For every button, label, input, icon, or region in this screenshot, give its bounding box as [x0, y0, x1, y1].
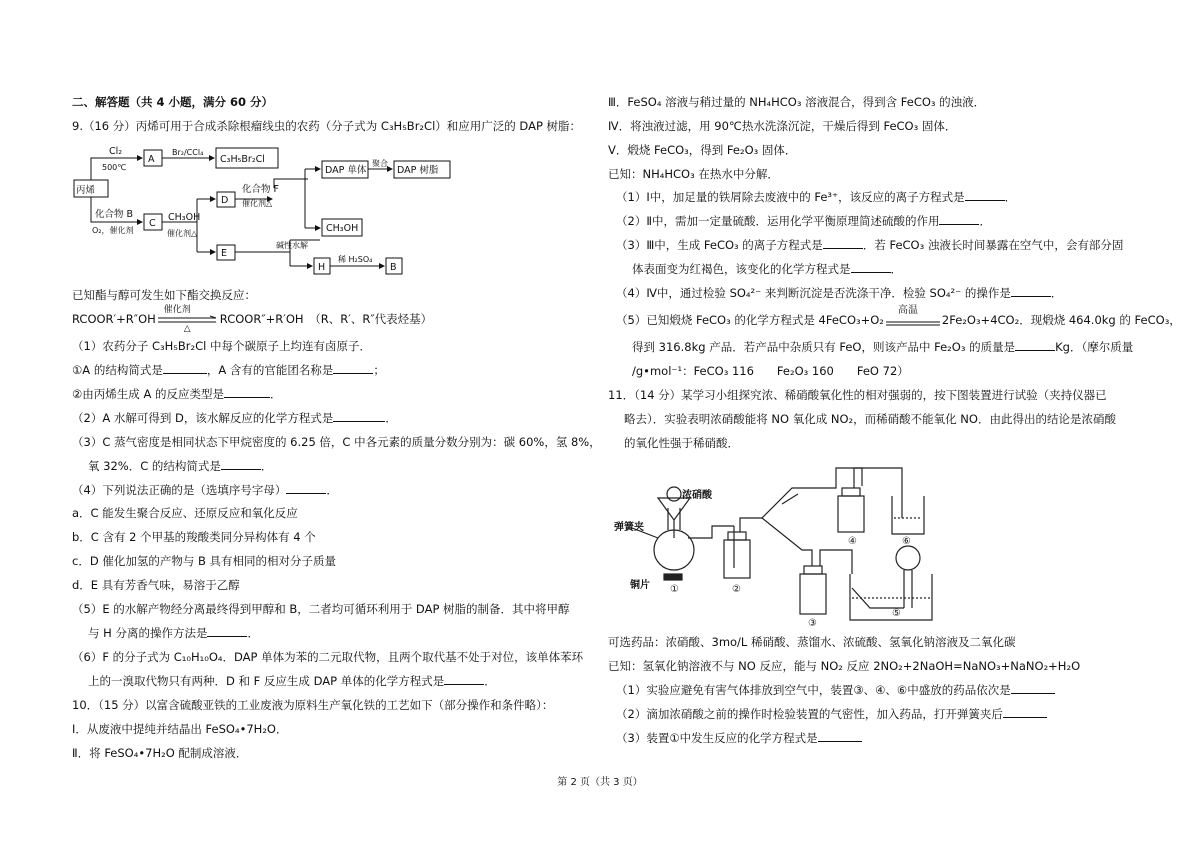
q9-1a-text3: ； [373, 363, 385, 377]
q10-2-text2: ． [979, 214, 991, 228]
scheme-h2so4: 稀 H₂SO₄ [338, 255, 373, 264]
q9-part1a [72, 362, 385, 378]
scheme-e: E [221, 248, 228, 259]
scheme-dap-monomer: DAP 单体 [325, 165, 367, 176]
q9-5-text: 与 H 分离的操作方法是 [88, 626, 208, 640]
q9-part2 [72, 410, 397, 426]
q10-4-text: （4）Ⅳ中，通过检验 SO₄²⁻ 来判断沉淀是否洗涤干净．检验 SO₄²⁻ 的操作是 [616, 286, 1011, 300]
q10-part5-line1 [616, 304, 1181, 329]
label-n6: ⑥ [902, 536, 911, 547]
answer-blank[interactable] [1015, 339, 1055, 351]
answer-blank[interactable] [444, 673, 484, 685]
q10-step4: Ⅳ．将浊液过滤，用 90℃热水洗涤沉淀，干燥后得到 FeCO₃ 固体． [608, 119, 957, 133]
q9-stem: 9.（16 分）丙烯可用于合成杀除根瘤线虫的农药（分子式为 C₃H₅Br₂Cl）和应用广泛的 DAP 树脂： [72, 119, 582, 133]
q10-5-text: （5）已知煅烧 FeCO₃ 的化学方程式是 4FeCO₃+O₂ [616, 313, 884, 327]
q9-1a-text2: ，A 含有的官能团名称是 [206, 363, 334, 377]
scheme-o2: O₂，催化剂 [92, 226, 134, 235]
q10-known: 已知：NH₄HCO₃ 在热水中分解． [608, 167, 779, 181]
scheme-cat2: 催化剂△ [242, 199, 273, 208]
synthesis-scheme [72, 140, 439, 280]
label-n4: ④ [848, 536, 857, 547]
q11-1-text: （1）实验应避免有害气体排放到空气中，装置③、④、⑥中盛放的药品依次是 [616, 683, 1011, 697]
q10-stem: 10．（15 分）以富含硫酸亚铁的工业废液为原料生产氧化铁的工艺如下（部分操作和条件略）： [72, 698, 554, 712]
q10-part2 [616, 213, 991, 229]
q9-part1: （1）农药分子 C₃H₅Br₂Cl 中每个碳原子上均连有卤原子． [72, 339, 371, 353]
q9-5-text2: ． [247, 626, 259, 640]
q9-part3-line1: （3）C 蒸气密度是相同状态下甲烷密度的 6.25 倍，C 中各元素的质量分数分别为：碳 60%，氢 8%， [72, 435, 601, 449]
q9-6-text2: ． [484, 674, 496, 688]
scheme-br2: Br₂/CCl₄ [172, 148, 204, 157]
q9-part4 [72, 482, 338, 498]
answer-blank[interactable] [207, 625, 247, 637]
q10-step2: Ⅱ．将 FeSO₄•7H₂O 配制成溶液． [72, 746, 248, 760]
label-n1: ① [670, 584, 679, 595]
answer-blank[interactable] [333, 410, 385, 422]
q10-3-text: （3）Ⅲ中，生成 FeCO₃ 的离子方程式是 [616, 238, 823, 252]
answer-blank[interactable] [221, 458, 261, 470]
scheme-compound-f: 化合物 F [242, 184, 279, 195]
q10-1-text2: ． [1004, 190, 1017, 204]
ester-left: RCOOR′+R″OH [72, 312, 156, 326]
ester-right: RCOOR″+R′OH （R、R′、R″代表烃基） [219, 312, 433, 326]
catalyst-arrow [156, 304, 220, 334]
q11-part3 [616, 730, 862, 746]
q10-part5-line2 [632, 339, 1133, 355]
scheme-dap-resin: DAP 树脂 [397, 165, 439, 176]
ester-exchange-intro: 已知酯与醇可发生如下酯交换反应： [72, 288, 256, 302]
q11-reagents: 可选药品：浓硝酸、3mo/L 稀硝酸、蒸馏水、浓硫酸、氢氧化钠溶液及二氧化碳 [608, 635, 1016, 649]
heat-label: △ [183, 323, 191, 334]
section-header: 二、解答题（共 4 小题，满分 60 分） [72, 95, 274, 109]
answer-blank[interactable] [333, 362, 373, 374]
scheme-500c: 500℃ [102, 163, 127, 172]
answer-blank[interactable] [163, 362, 207, 374]
q9-4-text2: ． [326, 483, 338, 497]
scheme-d: D [221, 195, 229, 206]
scheme-pesticide: C₃H₅Br₂Cl [220, 154, 265, 165]
answer-blank[interactable] [224, 386, 270, 398]
option-b: b．C 含有 2 个甲基的羧酸类同分异构体有 4 个 [72, 530, 316, 544]
answer-blank[interactable] [1003, 706, 1047, 718]
q9-part5-line2 [88, 625, 259, 641]
gaowen-label: 高温 [897, 304, 918, 316]
label-conc-hno3: 浓硝酸 [682, 490, 712, 501]
answer-blank[interactable] [965, 189, 1005, 201]
q10-part3-line2 [632, 261, 902, 277]
q9-1b-text: ②由丙烯生成 A 的反应类型是 [72, 387, 224, 401]
q10-step3: Ⅲ．FeSO₄ 溶液与稍过量的 NH₄HCO₃ 溶液混合，得到含 FeCO₃ 的浊液． [608, 95, 986, 109]
q9-1a-text: ①A 的结构简式是 [72, 363, 163, 377]
answer-blank[interactable] [1011, 682, 1055, 694]
scheme-a: A [148, 154, 155, 165]
q9-part5-line1: （5）E 的水解产物经分离最终得到甲醇和 B，二者均可循环利用于 DAP 树脂的制备．其中将甲醇 [72, 602, 570, 616]
q10-part5-line3: /g•mol⁻¹：FeCO₃ 116 Fe₂O₃ 160 FeO 72） [632, 364, 909, 378]
label-spring-clamp: 弹簧夹 [614, 522, 644, 533]
q10-3-text3: 体表面变为红褐色，该变化的化学方程式是 [632, 262, 851, 276]
catalyst-label: 催化剂 [163, 304, 191, 315]
apparatus-diagram [612, 458, 942, 628]
q9-6-text: 上的一溴取代物只有两种．D 和 F 反应生成 DAP 单体的化学方程式是 [88, 674, 445, 688]
label-n5: ⑤ [892, 608, 901, 619]
answer-blank[interactable] [823, 237, 863, 249]
q9-part3-line2 [88, 458, 272, 474]
q10-5-text2: 2Fe₂O₃+4CO₂．现煅烧 464.0kg 的 FeCO₃， [941, 313, 1181, 327]
scheme-cl2: Cl₂ [109, 146, 123, 157]
q11-part2 [616, 706, 1047, 722]
scheme-ch3oh-top: CH₃OH [168, 212, 201, 223]
q10-part1 [616, 189, 1016, 205]
scheme-propene: 丙烯 [76, 185, 96, 196]
answer-blank[interactable] [851, 261, 891, 273]
scheme-c: C [149, 218, 156, 229]
scheme-h: H [318, 262, 326, 273]
q11-stem-line2: 略去）．实验表明浓硝酸能将 NO 氧化成 NO₂，而稀硝酸不能氧化 NO．由此得出的结论是浓硝酸 [624, 412, 1116, 426]
q11-stem-line3: 的氧化性强于稀硝酸． [624, 436, 739, 450]
q9-part6-line2 [88, 673, 496, 689]
answer-blank[interactable] [939, 213, 979, 225]
option-d: d．E 具有芳香气味，易溶于乙醇 [72, 578, 240, 592]
q9-3-text2: ． [260, 459, 273, 473]
q10-part3-line1 [616, 237, 1123, 253]
q11-part1 [616, 682, 1055, 698]
q9-4-text: （4）下列说法正确的是（选填序号字母） [72, 483, 287, 497]
answer-blank[interactable] [286, 482, 326, 494]
q10-5-text4: Kg．（摩尔质量 [1055, 340, 1134, 354]
q11-stem-line1: 11．（14 分）某学习小组探究浓、稀硝酸氧化性的相对强弱的，按下图装置进行试验（夹持仪器已 [608, 388, 1107, 402]
q11-2-text: （2）滴加浓硝酸之前的操作时检验装置的气密性，加入药品，打开弹簧夹后 [616, 707, 1003, 721]
q11-known: 已知：氢氧化钠溶液不与 NO 反应，能与 NO₂ 反应 2NO₂+2NaOH=NaNO₃+NaNO₂+H₂O [608, 659, 1081, 673]
q11-3-text: （3）装置①中发生反应的化学方程式是 [616, 731, 818, 745]
scheme-ch3oh-box: CH₃OH [326, 223, 359, 234]
answer-blank[interactable] [818, 730, 862, 742]
ester-equation [72, 304, 433, 334]
scheme-alk-hydrolysis: 碱性水解 [276, 241, 308, 250]
scheme-cat1: 催化剂△ [167, 229, 198, 238]
scheme-b: B [390, 262, 397, 273]
q9-part6-line1: （6）F 的分子式为 C₁₀H₁₀O₄．DAP 单体为苯的二元取代物，且两个取代基不处于对位，该单体苯环 [72, 650, 584, 664]
q10-step1: Ⅰ．从废液中提纯并结晶出 FeSO₄•7H₂O． [72, 722, 288, 736]
q10-2-text: （2）Ⅱ中，需加一定量硫酸．运用化学平衡原理简述硫酸的作用 [616, 214, 940, 228]
answer-blank[interactable] [1011, 285, 1051, 297]
q9-3-text: 氧 32%．C 的结构简式是 [88, 459, 221, 473]
scheme-compound-b: 化合物 B [95, 209, 134, 220]
q10-step5: Ⅴ．煅烧 FeCO₃，得到 Fe₂O₃ 固体． [608, 143, 797, 157]
q9-1b-text2: ． [270, 387, 282, 401]
option-c: c．D 催化加氢的产物与 B 具有相同的相对分子质量 [72, 554, 337, 568]
high-temp-arrow [884, 304, 942, 329]
option-a: a．C 能发生聚合反应、还原反应和氧化反应 [72, 506, 298, 520]
label-n2: ② [732, 584, 741, 595]
q9-2-text: （2）A 水解可得到 D，该水解反应的化学方程式是 [72, 411, 334, 425]
q10-5-text3: 得到 316.8kg 产品．若产品中杂质只有 FeO，则该产品中 Fe₂O₃ 的质量是 [632, 340, 1016, 354]
q10-3-text4: ． [890, 262, 902, 276]
label-n3: ③ [808, 618, 817, 629]
q10-1-text: （1）Ⅰ中，加足量的铁屑除去废液中的 Fe³⁺，该反应的离子方程式是 [616, 190, 965, 204]
page-footer: 第 2 页（共 3 页） [557, 777, 643, 788]
q10-part4 [616, 285, 1062, 301]
q10-4-text2: ． [1050, 286, 1063, 300]
q9-2-text2: ． [385, 411, 397, 425]
label-copper: 铜片 [630, 580, 650, 591]
scheme-polymerize: 聚合 [372, 159, 388, 168]
q9-part1b [72, 386, 282, 402]
q10-3-text2: ．若 FeCO₃ 浊液长时间暴露在空气中，会有部分固 [862, 238, 1124, 252]
